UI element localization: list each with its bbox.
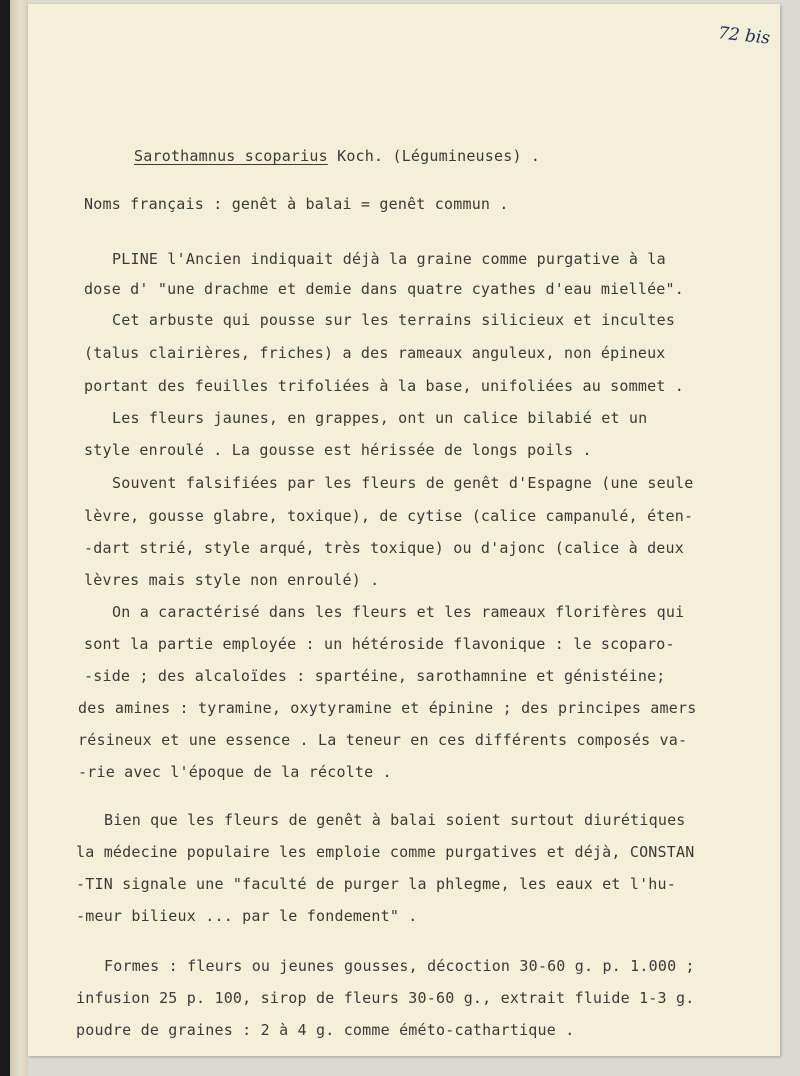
text-line: Souvent falsifiées par les fleurs de genêt d'Espagne (une seule	[112, 474, 694, 492]
text-line: poudre de graines : 2 à 4 g. comme éméto-cathartique .	[76, 1021, 575, 1039]
text-line: portant des feuilles trifoliées à la base, unifoliées au sommet .	[84, 377, 684, 395]
text-line: des amines : tyramine, oxytyramine et épinine ; des principes amers	[78, 699, 697, 717]
text-line: -dart strié, style arqué, très toxique) ou d'ajonc (calice à deux	[84, 539, 684, 557]
text-line: -TIN signale une "faculté de purger la phlegme, les eaux et l'hu-	[76, 875, 676, 893]
text-line: Bien que les fleurs de genêt à balai soient surtout diurétiques	[104, 811, 686, 829]
title-family: Koch. (Légumineuses) .	[327, 147, 541, 165]
text-line: sont la partie employée : un hétéroside flavonique : le scoparo-	[84, 635, 675, 653]
text-line: lèvre, gousse glabre, toxique), de cytise (calice campanulé, éten-	[84, 507, 694, 525]
text-line: dose d' "une drachme et demie dans quatre cyathes d'eau miellée".	[84, 280, 684, 298]
text-line: lèvres mais style non enroulé) .	[84, 571, 380, 589]
document-title	[134, 146, 540, 166]
text-line: Les fleurs jaunes, en grappes, ont un calice bilabié et un	[112, 409, 648, 427]
text-line: style enroulé . La gousse est hérissée de longs poils .	[84, 441, 592, 459]
text-line: -rie avec l'époque de la récolte .	[78, 763, 392, 781]
text-line: (talus clairières, friches) a des rameaux anguleux, non épineux	[84, 344, 666, 362]
species-name: Sarothamnus scoparius	[134, 147, 328, 165]
document-page	[28, 4, 780, 1056]
text-line: -meur bilieux ... par le fondement" .	[76, 907, 418, 925]
text-line: infusion 25 p. 100, sirop de fleurs 30-60 g., extrait fluide 1-3 g.	[76, 989, 695, 1007]
text-line: On a caractérisé dans les fleurs et les rameaux florifères qui	[112, 603, 685, 621]
common-names-line: Noms français : genêt à balai = genêt commun .	[84, 195, 509, 213]
text-line: la médecine populaire les emploie comme purgatives et déjà, CONSTAN	[76, 843, 695, 861]
binder-strip	[0, 0, 10, 1076]
text-line: résineux et une essence . La teneur en ces différents composés va-	[78, 731, 688, 749]
text-line: Cet arbuste qui pousse sur les terrains silicieux et incultes	[112, 311, 676, 329]
facing-page-edge	[10, 0, 28, 1076]
text-line: PLINE l'Ancien indiquait déjà la graine comme purgative à la	[112, 250, 666, 268]
text-line: Formes : fleurs ou jeunes gousses, décoction 30-60 g. p. 1.000 ;	[104, 957, 695, 975]
text-line: -side ; des alcaloïdes : spartéine, sarothamnine et génistéine;	[84, 667, 666, 685]
handwritten-page-number: 72 bis	[717, 23, 771, 49]
